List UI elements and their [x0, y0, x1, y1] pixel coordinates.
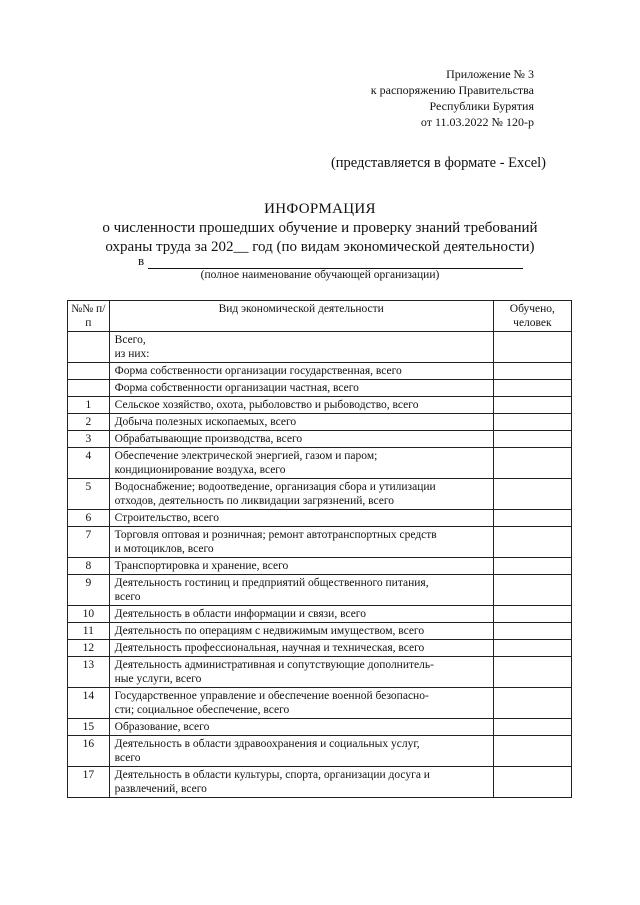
row-count-cell[interactable] [493, 527, 571, 558]
table-row [68, 448, 572, 479]
row-count-cell[interactable] [493, 332, 571, 363]
row-count-cell[interactable] [493, 688, 571, 719]
table-row [68, 736, 572, 767]
activity-text-line: Образование, всего [114, 721, 210, 733]
row-count-cell[interactable] [493, 510, 571, 527]
row-count-cell[interactable] [493, 657, 571, 688]
activity-text-line: Водоснабжение; водоотведение, организация сбора и утилизации [114, 481, 436, 493]
header-num: №№ п/п [68, 301, 110, 332]
row-count-cell[interactable] [493, 606, 571, 623]
row-number: 13 [68, 657, 110, 688]
row-activity [109, 397, 493, 414]
table-row [68, 414, 572, 431]
row-count-cell[interactable] [493, 575, 571, 606]
activity-text-line: Государственное управление и обеспечение военной безопасно- [114, 690, 429, 702]
row-activity [109, 414, 493, 431]
appendix-line: Республики Бурятия [429, 99, 534, 113]
row-number: 12 [68, 640, 110, 657]
row-number: 7 [68, 527, 110, 558]
table-row [68, 688, 572, 719]
document-title [0, 200, 640, 257]
row-number: 2 [68, 414, 110, 431]
activity-text-line: Форма собственности организации государственная, всего [114, 365, 402, 377]
row-count-cell[interactable] [493, 558, 571, 575]
appendix-line: Приложение № 3 [446, 67, 534, 81]
activity-text-line: Торговля оптовая и розничная; ремонт автотранспортных средств [114, 529, 437, 541]
activity-text-line: Деятельность в области информации и связи, всего [114, 608, 366, 620]
row-activity [109, 332, 493, 363]
table-row [68, 527, 572, 558]
row-number: 16 [68, 736, 110, 767]
activity-text-line: кондиционирование воздуха, всего [114, 464, 286, 476]
row-number: 9 [68, 575, 110, 606]
table-row [68, 380, 572, 397]
activity-text-line: сти; социальное обеспечение, всего [114, 704, 290, 716]
row-number: 3 [68, 431, 110, 448]
activity-text-line: Деятельность в области здравоохранения и социальных услуг, [114, 738, 420, 750]
row-activity [109, 736, 493, 767]
row-activity [109, 719, 493, 736]
row-activity [109, 558, 493, 575]
activity-text-line: отходов, деятельность по ликвидации загрязнений, всего [114, 495, 395, 507]
table-row [68, 479, 572, 510]
row-count-cell[interactable] [493, 767, 571, 798]
table-row [68, 510, 572, 527]
row-activity [109, 363, 493, 380]
activity-text-line: Деятельность по операциям с недвижимым имуществом, всего [114, 625, 425, 637]
activity-text-line: Деятельность профессиональная, научная и техническая, всего [114, 642, 425, 654]
row-count-cell[interactable] [493, 719, 571, 736]
row-number: 15 [68, 719, 110, 736]
row-number: 10 [68, 606, 110, 623]
activity-text-line: Деятельность в области культуры, спорта, организации досуга и [114, 769, 430, 781]
org-caption: (полное наименование обучающей организации) [200, 269, 440, 281]
appendix-line: от 11.03.2022 № 120-р [420, 115, 534, 129]
row-number: 8 [68, 558, 110, 575]
row-activity [109, 527, 493, 558]
table-row [68, 657, 572, 688]
activity-text-line: развлечений, всего [114, 783, 207, 795]
table-row [68, 575, 572, 606]
table-row [68, 623, 572, 640]
row-count-cell[interactable] [493, 397, 571, 414]
table-row [68, 397, 572, 414]
row-activity [109, 448, 493, 479]
title-line: о численности прошедших обучение и проверку знаний требований [102, 220, 538, 236]
row-count-cell[interactable] [493, 448, 571, 479]
row-number: 11 [68, 623, 110, 640]
activity-text-line: Всего, [114, 334, 146, 346]
table-row [68, 719, 572, 736]
table-row [68, 606, 572, 623]
row-activity [109, 431, 493, 448]
header-count: Обучено, человек [493, 301, 571, 332]
activity-text-line: из них: [114, 348, 150, 360]
row-activity [109, 510, 493, 527]
row-count-cell[interactable] [493, 623, 571, 640]
row-number [68, 380, 110, 397]
table-row [68, 332, 572, 363]
table-row [68, 431, 572, 448]
row-number [68, 332, 110, 363]
activity-table [67, 300, 572, 798]
row-number: 4 [68, 448, 110, 479]
organization-line [138, 253, 523, 269]
activity-text-line: Сельское хозяйство, охота, рыболовство и рыбоводство, всего [114, 399, 419, 411]
row-number [68, 363, 110, 380]
activity-text-line: ные услуги, всего [114, 673, 202, 685]
row-activity [109, 623, 493, 640]
table-body [68, 332, 572, 798]
row-activity [109, 575, 493, 606]
row-count-cell[interactable] [493, 431, 571, 448]
row-activity [109, 606, 493, 623]
title-main: ИНФОРМАЦИЯ [264, 201, 376, 217]
row-number: 1 [68, 397, 110, 414]
activity-text-line: Добыча полезных ископаемых, всего [114, 416, 297, 428]
row-count-cell[interactable] [493, 640, 571, 657]
appendix-line: к распоряжению Правительства [370, 83, 534, 97]
row-activity [109, 479, 493, 510]
row-activity [109, 380, 493, 397]
table-header-row [68, 301, 572, 332]
row-count-cell[interactable] [493, 414, 571, 431]
row-number: 14 [68, 688, 110, 719]
row-activity [109, 640, 493, 657]
table-row [68, 558, 572, 575]
title-line: охраны труда за 202__ год (по видам экономической деятельности) [105, 239, 535, 255]
activity-text-line: Форма собственности организации частная, всего [114, 382, 359, 394]
activity-text-line: Обрабатывающие производства, всего [114, 433, 303, 445]
activity-text-line: всего [114, 752, 141, 764]
row-number: 6 [68, 510, 110, 527]
row-number: 17 [68, 767, 110, 798]
row-activity [109, 657, 493, 688]
activity-text-line: Транспортировка и хранение, всего [114, 560, 289, 572]
row-count-cell[interactable] [493, 380, 571, 397]
table-row [68, 767, 572, 798]
row-count-cell[interactable] [493, 479, 571, 510]
activity-text-line: Обеспечение электрической энергией, газом и паром; [114, 450, 378, 462]
org-blank-field [148, 256, 523, 269]
row-count-cell[interactable] [493, 363, 571, 380]
row-number: 5 [68, 479, 110, 510]
appendix-block [300, 66, 534, 130]
org-prefix: в [138, 253, 145, 268]
row-activity [109, 767, 493, 798]
table-row [68, 640, 572, 657]
format-note: (представляется в формате - Excel) [330, 155, 546, 171]
activity-text-line: и мотоциклов, всего [114, 543, 214, 555]
activity-text-line: Деятельность административная и сопутствующие дополнитель- [114, 659, 434, 671]
activity-text-line: Строительство, всего [114, 512, 219, 524]
activity-text-line: Деятельность гостиниц и предприятий общественного питания, [114, 577, 429, 589]
row-count-cell[interactable] [493, 736, 571, 767]
table-row [68, 363, 572, 380]
activity-text-line: всего [114, 591, 141, 603]
row-activity [109, 688, 493, 719]
header-activity: Вид экономической деятельности [109, 301, 493, 332]
